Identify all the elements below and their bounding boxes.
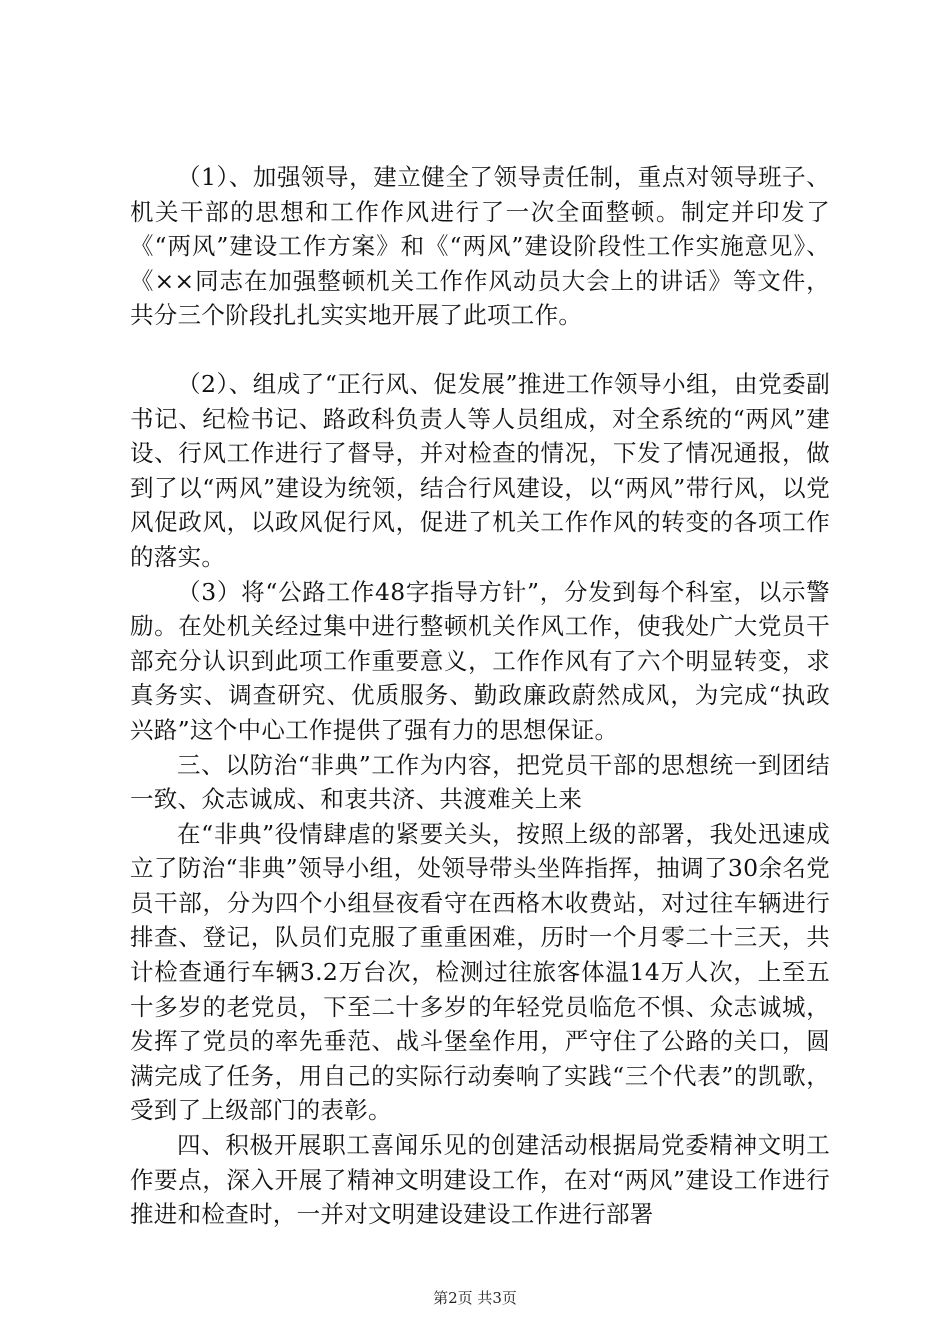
section-heading-3: 三、以防治“非典”工作为内容，把党员干部的思想统一到团结一致、众志诚成、和衷共济、共渡难关上来 — [130, 750, 830, 814]
section-heading-4: 四、积极开展职工喜闻乐见的创建活动根据局党委精神文明工作要点，深入开展了精神文明建设工作，在对“两风”建设工作进行推进和检查时，一并对文明建设建设工作进行部署 — [130, 1131, 830, 1229]
page-number-footer: 第2页 共3页 — [433, 1289, 517, 1307]
paragraph-1: （1）、加强领导，建立健全了领导责任制，重点对领导班子、机关干部的思想和工作作风进行了一次全面整顿。制定并印发了《“两风”建设工作方案》和《“两风”建设阶段性工作实施意见》、《××同志在加强整顿机关工作作风动员大会上的讲话》等文件，共分三个阶段扎扎实实地开展了此项工作。 — [130, 163, 830, 330]
paragraph-2: （2）、组成了“正行风、促发展”推进工作领导小组，由党委副书记、纪检书记、路政科负责人等人员组成，对全系统的“两风”建设、行风工作进行了督导，并对检查的情况，下发了情况通报，做到了以“两风”建设为统领，结合行风建设，以“两风”带行风，以党风促政风，以政风促行风，促进了机关工作作风的转变的各项工作的落实。 — [130, 369, 830, 571]
paragraph-3: （3）将“公路工作48字指导方针”，分发到每个科室，以示警励。在处机关经过集中进行整顿机关作风工作，使我处广大党员干部充分认识到此项工作重要意义，工作作风有了六个明显转变，求真务实、调查研究、优质服务、勤政廉政蔚然成风，为完成“执政兴路”这个中心工作提供了强有力的思想保证。 — [130, 577, 830, 744]
document-body — [130, 160, 830, 1232]
paragraph-4: 在“非典”役情肆虐的紧要关头，按照上级的部署，我处迅速成立了防治“非典”领导小组，处领导带头坐阵指挥，抽调了30余名党员干部，分为四个小组昼夜看守在西格木收费站，对过往车辆进行排查、登记，队员们克服了重重困难，历时一个月零二十三天，共计检查通行车辆3.2万台次，检测过往旅客体温14万人次，上至五十多岁的老党员，下至二十多岁的年轻党员临危不惧、众志诚城，发挥了党员的率先垂范、战斗堡垒作用，严守住了公路的关口，圆满完成了任务，用自己的实际行动奏响了实践“三个代表”的凯歌，受到了上级部门的表彰。 — [130, 819, 830, 1125]
